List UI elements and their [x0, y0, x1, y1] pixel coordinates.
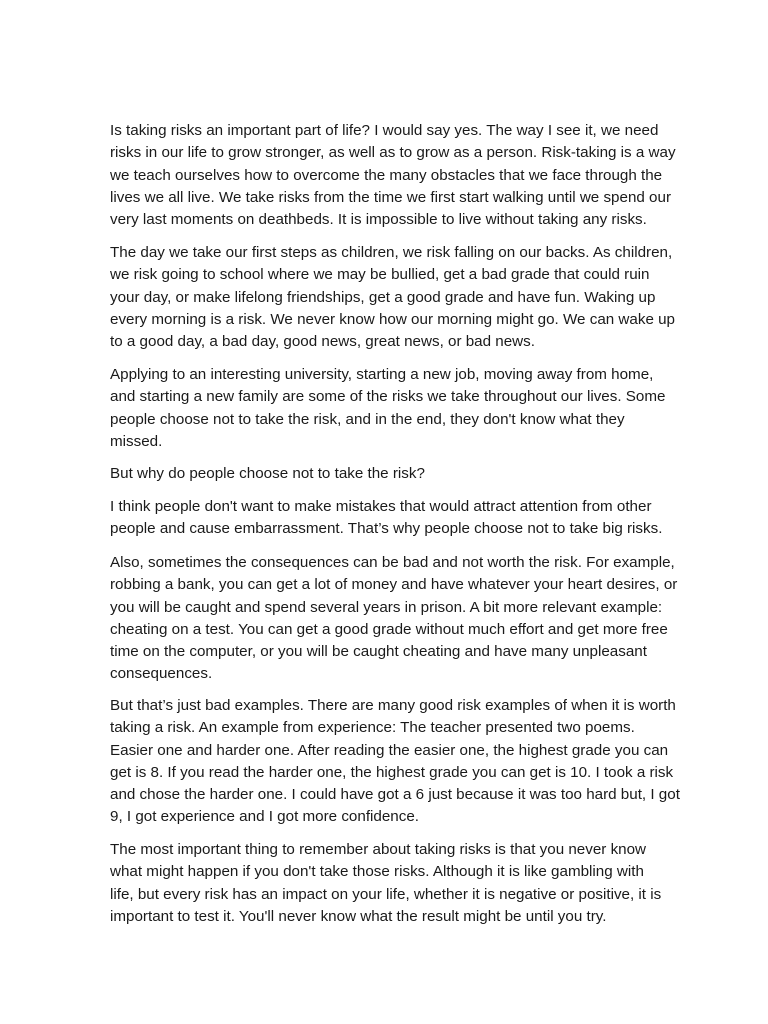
paragraph-consequences: Also, sometimes the consequences can be bad and not worth the risk. For example, robbing a bank, you can get a lot of money and have whatever your heart desires, or you will be caught and spend several years in prison. A bit more relevant example: cheating on a test. You can get a good grade without much effort and get more free time on the computer, or you will be caught cheating and have many unpleasant consequences. [110, 554, 678, 683]
paragraph-conclusion: The most important thing to remember about taking risks is that you never know what might happen if you don't take those risks. Although it is like gambling with life, but every risk has an impact on your life, whether it is negative or positive, it is important to test it. You'll never know what the result might be until you try. [110, 841, 662, 925]
paragraph-childhood: The day we take our first steps as children, we risk falling on our backs. As children, we risk going to school where we may be bullied, get a bad grade that could ruin your day, or make lifelong friendships, get a good grade and have fun. Waking up every morning is a risk. We never know how our morning might go. We can wake up to a good day, a bad day, good news, great news, or bad news. [110, 244, 675, 351]
paragraph-question: But why do people choose not to take the risk? [110, 465, 425, 482]
paragraph-good-examples: But that’s just bad examples. There are many good risk examples of when it is worth taking a risk. An example from experience: The teacher presented two poems. Easier one and harder one. After reading the easier one, the highest grade you can get is 8. If you read the harder one, the highest grade you can get is 10. I took a risk and chose the harder one. I could have got a 6 just because it was too hard but, I got 9, I got experience and I got more confidence. [110, 697, 680, 826]
paragraph-intro: Is taking risks an important part of life? I would say yes. The way I see it, we need risks in our life to grow stronger, as well as to grow as a person. Risk-taking is a way we teach ourselves how to overcome the many obstacles that we face through the lives we all live. We take risks from the time we first start walking until we spend our very last moments on deathbeds. It is impossible to live without taking any risks. [110, 122, 676, 229]
paragraph-mistakes: I think people don't want to make mistakes that would attract attention from other people and cause embarrassment. That’s why people choose not to take big risks. [110, 498, 663, 538]
paragraph-life-risks: Applying to an interesting university, starting a new job, moving away from home, and starting a new family are some of the risks we take throughout our lives. Some people choose not to take the risk, and in the end, they don't know what they missed. [110, 366, 666, 450]
